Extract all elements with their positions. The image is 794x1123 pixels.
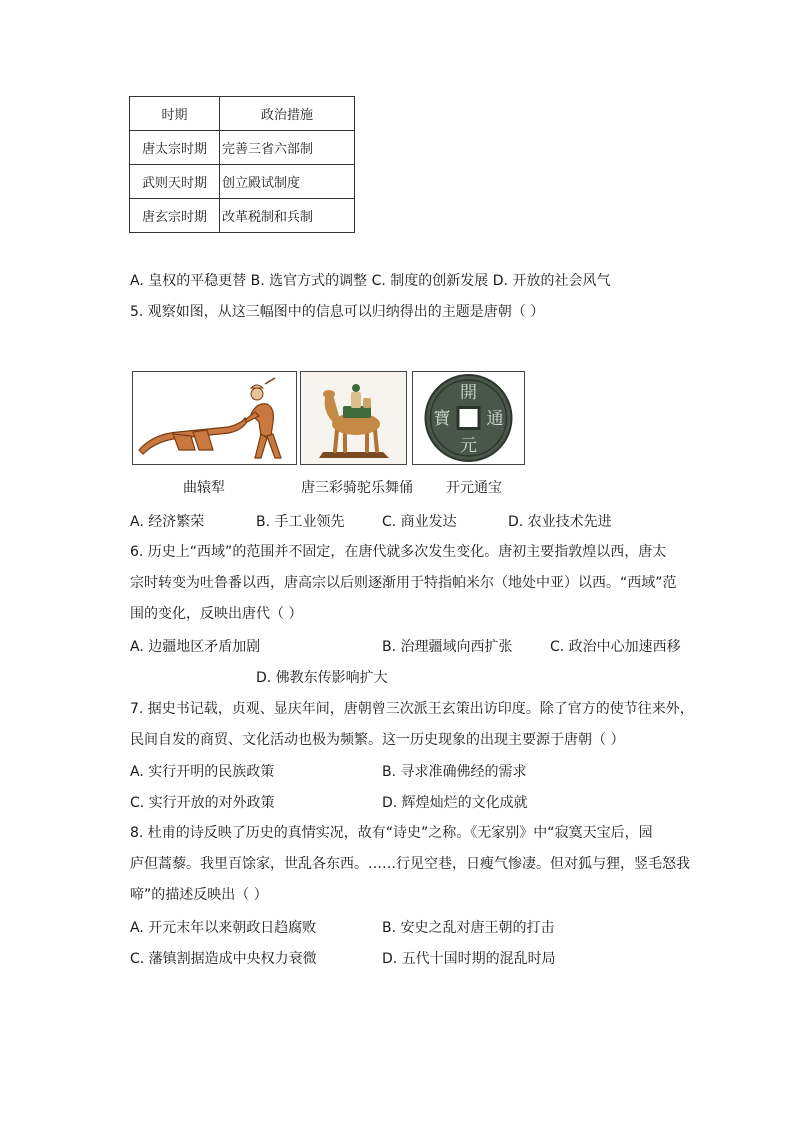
q5-option-d: D. 农业技术先进 — [508, 514, 612, 530]
table-cell: 改革税制和兵制 — [220, 199, 355, 233]
q6-stem-line: 宗时转变为吐鲁番以西，唐高宗以后则逐渐用于特指帕米尔（地处中亚）以西。“西域”范 — [130, 575, 677, 591]
table-row — [130, 199, 355, 233]
plough-image-frame — [132, 371, 297, 465]
table-row — [130, 131, 355, 165]
political-measures-table — [129, 96, 355, 233]
table-cell: 唐玄宗时期 — [130, 199, 220, 233]
q8-option-d: D. 五代十国时期的混乱时局 — [382, 951, 556, 967]
q8-option-b: B. 安史之乱对唐王朝的打击 — [382, 920, 555, 936]
q7-option-b: B. 寻求准确佛经的需求 — [382, 764, 527, 780]
table-cell: 武则天时期 — [130, 165, 220, 199]
q5-option-c: C. 商业发达 — [382, 514, 457, 530]
q6-option-b: B. 治理疆域向西扩张 — [382, 639, 513, 655]
q5-option-a: A. 经济繁荣 — [130, 514, 205, 530]
caption-coin: 开元通宝 — [446, 480, 502, 496]
q5-option-b: B. 手工业领先 — [256, 514, 345, 530]
table-header-measures: 政治措施 — [220, 97, 355, 131]
q8-stem-line: 8. 杜甫的诗反映了历史的真情实况，故有“诗史”之称。《无家别》中“寂寞天宝后，园 — [130, 825, 653, 841]
q7-option-c: C. 实行开放的对外政策 — [130, 795, 275, 811]
q6-stem-line: 围的变化，反映出唐代（ ） — [130, 606, 303, 622]
q7-stem-line: 民间自发的商贸、文化活动也极为频繁。这一历史现象的出现主要源于唐朝（ ） — [130, 732, 625, 748]
table-cell: 创立殿试制度 — [220, 165, 355, 199]
q7-option-d: D. 辉煌灿烂的文化成就 — [382, 795, 528, 811]
q6-option-c: C. 政治中心加速西移 — [550, 639, 681, 655]
table-header-row — [130, 97, 355, 131]
caption-camel: 唐三彩骑驼乐舞俑 — [301, 480, 413, 496]
q8-option-a: A. 开元末年以来朝政日趋腐败 — [130, 920, 317, 936]
q5-stem: 5. 观察如图，从这三幅图中的信息可以归纳得出的主题是唐朝（ ） — [130, 304, 545, 320]
coin-icon — [413, 372, 524, 464]
coin-char-left: 寶 — [433, 409, 451, 429]
q8-stem-line: 啼”的描述反映出（ ） — [130, 887, 268, 903]
table-row — [130, 165, 355, 199]
caption-plough: 曲辕犁 — [183, 480, 225, 496]
q6-option-a: A. 边疆地区矛盾加剧 — [130, 639, 261, 655]
coin-image-frame — [412, 371, 525, 465]
camel-figurine-icon — [301, 372, 406, 464]
coin-char-bottom: 元 — [460, 436, 477, 456]
q7-stem-line: 7. 据史书记载，贞观、显庆年间，唐朝曾三次派王玄策出访印度。除了官方的使节往来外， — [130, 701, 694, 717]
table-cell: 完善三省六部制 — [220, 131, 355, 165]
q8-stem-line: 庐但蒿藜。我里百馀家，世乱各东西。……行见空巷，日瘦气惨凄。但对狐与狸，竖毛怒我 — [130, 856, 690, 872]
table-cell: 唐太宗时期 — [130, 131, 220, 165]
q6-stem-line: 6. 历史上“西域”的范围并不固定，在唐代就多次发生变化。唐初主要指敦煌以西，唐太 — [130, 544, 667, 560]
q4-options: A. 皇权的平稳更替 B. 选官方式的调整 C. 制度的创新发展 D. 开放的社会风气 — [130, 273, 611, 289]
coin-char-top: 開 — [460, 383, 477, 403]
table-header-period: 时期 — [130, 97, 220, 131]
plough-illustration-icon — [133, 372, 296, 464]
q7-option-a: A. 实行开明的民族政策 — [130, 764, 275, 780]
q6-option-d: D. 佛教东传影响扩大 — [256, 670, 388, 686]
camel-image-frame — [300, 371, 407, 465]
q8-option-c: C. 藩镇割据造成中央权力衰微 — [130, 951, 317, 967]
coin-char-right: 通 — [486, 409, 504, 429]
